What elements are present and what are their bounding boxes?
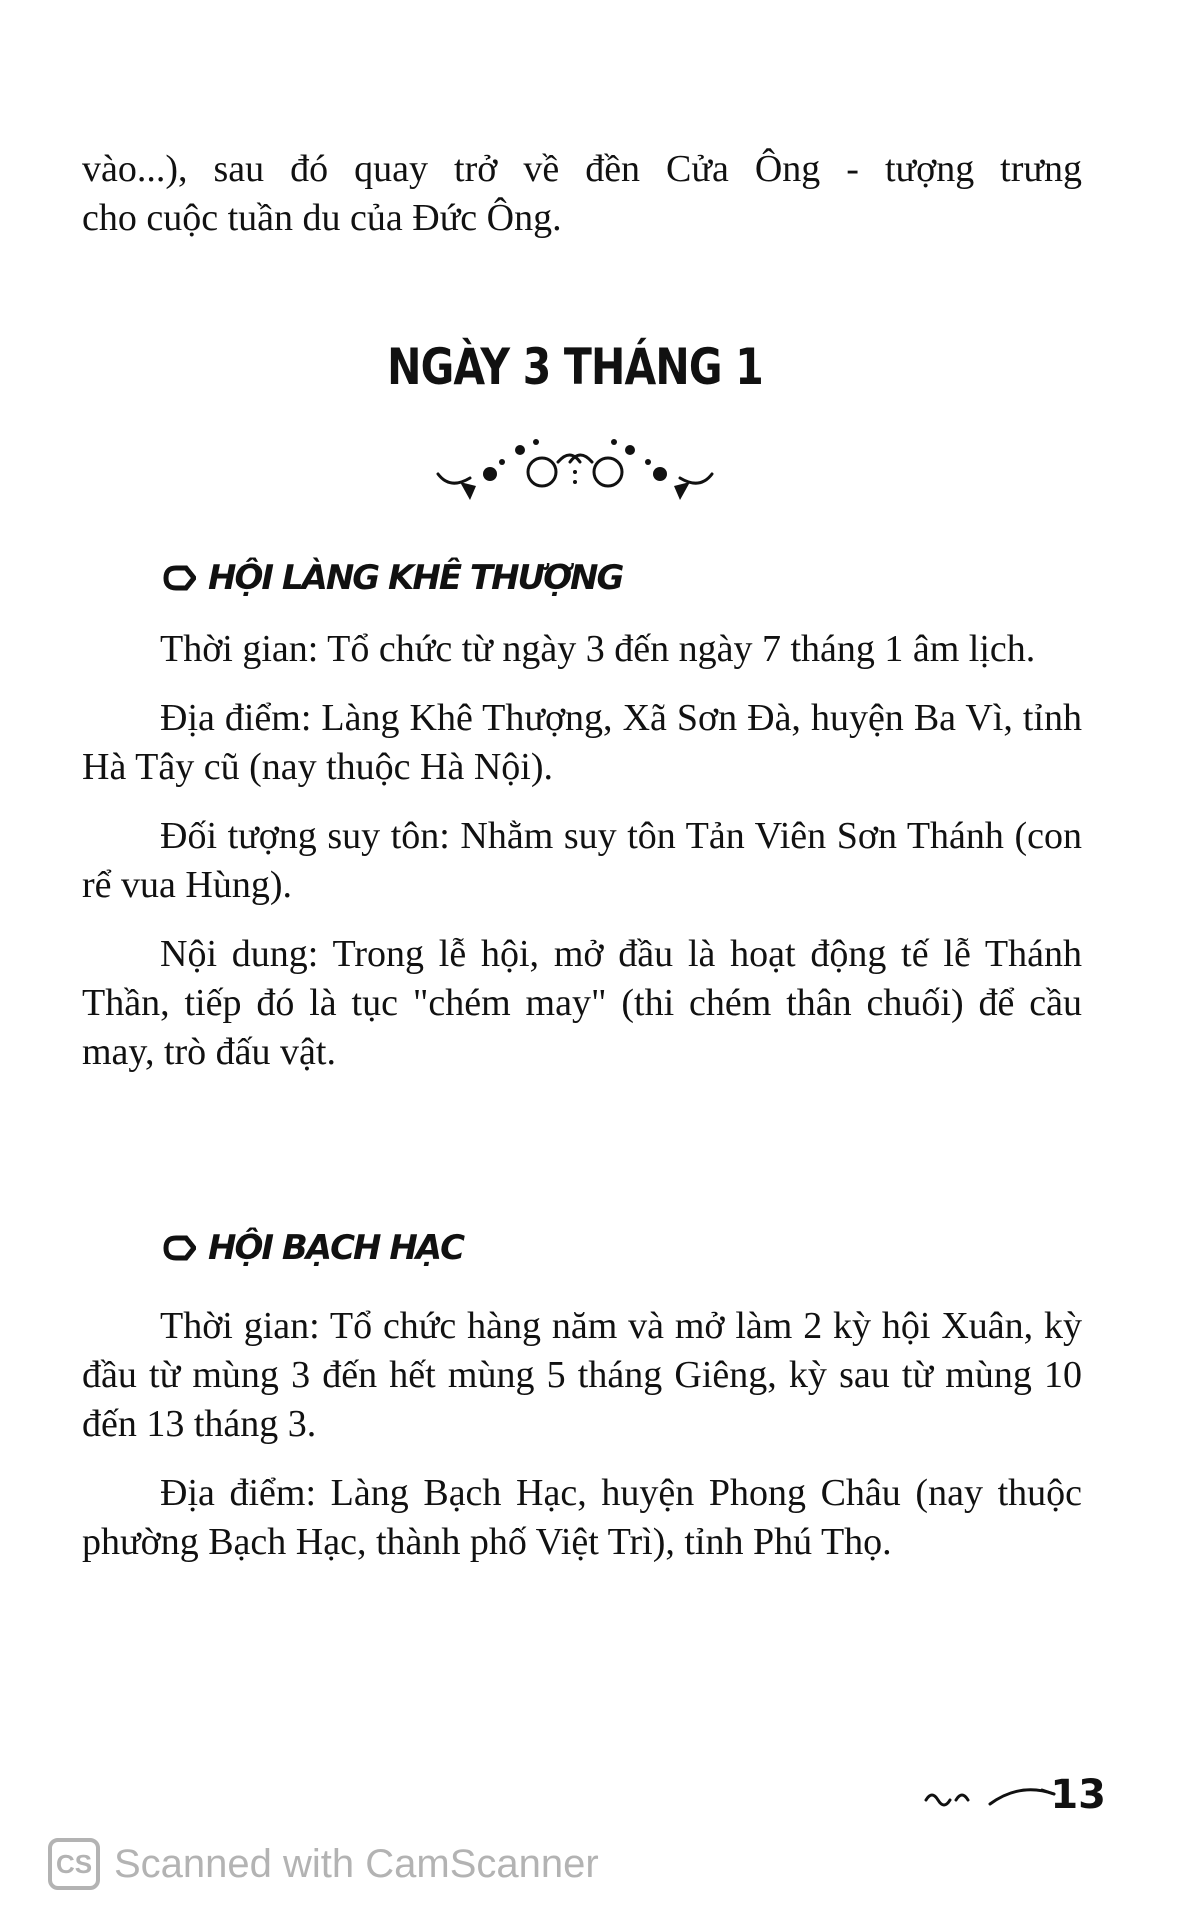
paragraph-dia-diem: Địa điểm: Làng Khê Thượng, Xã Sơn Đà, huyện Ba Vì, tỉnh Hà Tây cũ (nay thuộc Hà Nội). (82, 697, 1082, 788)
section-heading-label: HỘI BẠCH HẠC (208, 1228, 464, 1268)
camscanner-logo-icon: CS (48, 1838, 100, 1890)
arrow-bullet-icon (162, 565, 196, 591)
chapter-title: NGÀY 3 THÁNG 1 (387, 338, 763, 396)
intro-line-2: cho cuộc tuần du của Đức Ông. (82, 197, 562, 239)
floral-ornament-icon (430, 428, 720, 508)
camscanner-watermark (48, 1838, 599, 1890)
intro-line-1: vào...), sau đó quay trở về đền Cửa Ông - tượng trưng (82, 148, 1082, 190)
paragraph-thoi-gian: Thời gian: Tổ chức từ ngày 3 đến ngày 7 tháng 1 âm lịch. (160, 628, 1036, 670)
paragraph-doi-tuong: Đối tượng suy tôn: Nhằm suy tôn Tản Viên Sơn Thánh (con rể vua Hùng). (82, 815, 1082, 906)
paragraph-thoi-gian: Thời gian: Tổ chức hàng năm và mở làm 2 kỳ hội Xuân, kỳ đầu từ mùng 3 đến hết mùng 5 tháng Giêng, kỳ sau từ mùng 10 đến 13 tháng 3. (82, 1305, 1082, 1445)
section-1-body (82, 625, 1082, 1077)
footer-squiggle-icon (920, 1776, 1060, 1816)
section-heading-label: HỘI LÀNG KHÊ THƯỢNG (208, 558, 623, 598)
page-number: 13 (1050, 1772, 1106, 1818)
paragraph-dia-diem: Địa điểm: Làng Bạch Hạc, huyện Phong Châu (nay thuộc phường Bạch Hạc, thành phố Việt Trì), tỉnh Phú Thọ. (82, 1472, 1082, 1563)
intro-paragraph (82, 145, 1082, 243)
section-2-body (82, 1302, 1082, 1567)
arrow-bullet-icon (162, 1235, 196, 1261)
section-heading-hoi-lang-khe-thuong (162, 558, 622, 598)
section-heading-hoi-bach-hac (162, 1228, 463, 1268)
watermark-text: Scanned with CamScanner (114, 1841, 599, 1886)
paragraph-noi-dung: Nội dung: Trong lễ hội, mở đầu là hoạt động tế lễ Thánh Thần, tiếp đó là tục "chém may" (thi chém thân chuối) để cầu may, trò đấu vật. (82, 933, 1082, 1073)
